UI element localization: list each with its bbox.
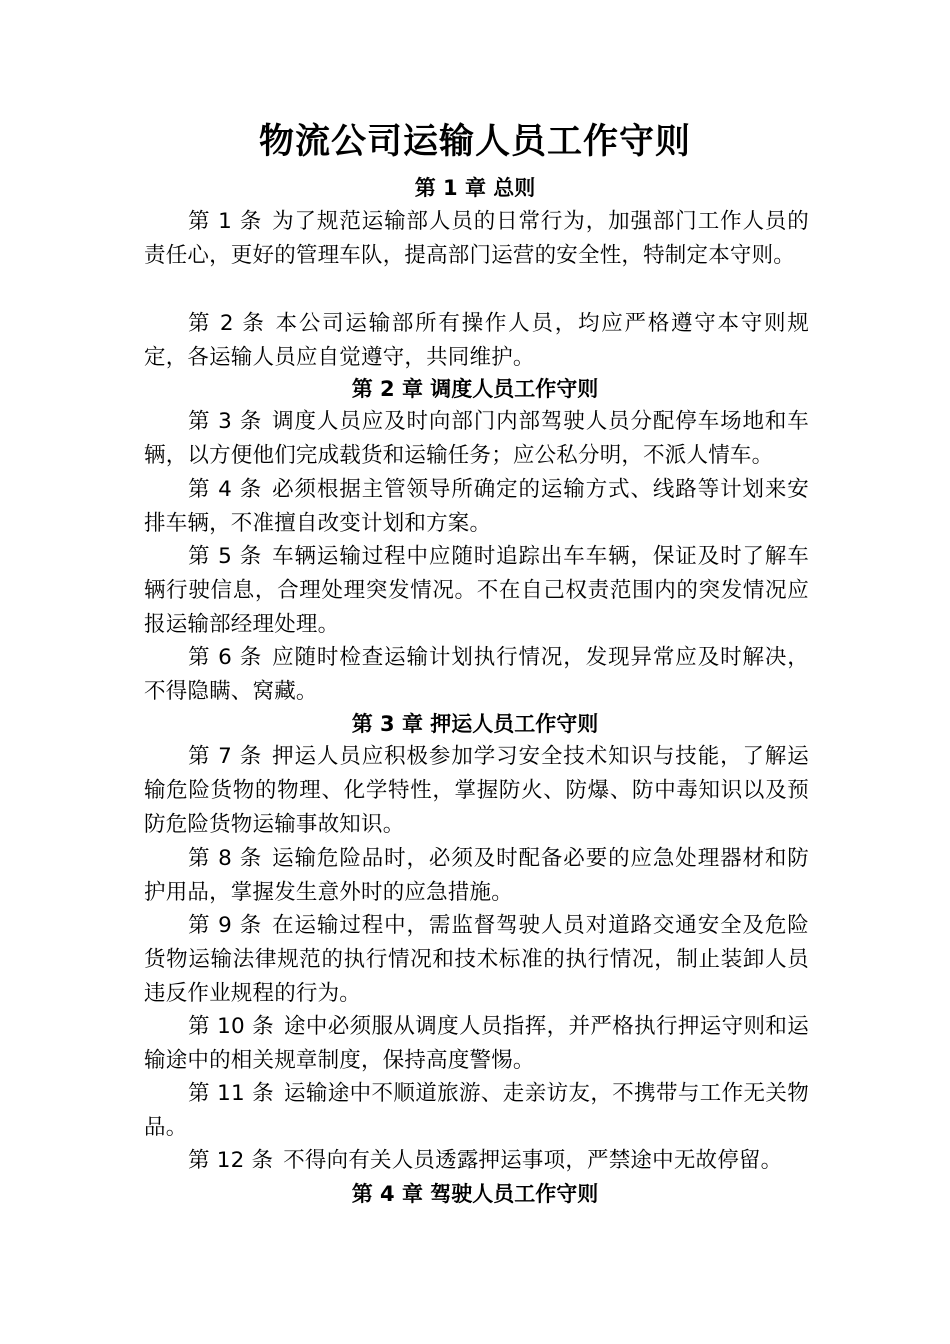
- document-title: 物流公司运输人员工作守则: [258, 122, 691, 162]
- article-1-label: 第 1 条: [188, 209, 263, 234]
- article-7-label: 第 7 条: [188, 744, 263, 769]
- chapter-4-heading: 第 4 章 驾驶人员工作守则: [351, 1182, 599, 1206]
- article-6-text: 应随时检查运输计划执行情况，发现异常应及时解决，不得隐瞒、窝藏。: [144, 645, 809, 704]
- article-10: [144, 1010, 809, 1078]
- article-11-label: 第 11 条: [188, 1081, 274, 1106]
- article-4: [144, 473, 809, 541]
- article-7: [144, 740, 809, 842]
- article-7-text: 押运人员应积极参加学习安全技术知识与技能，了解运输危险货物的物理、化学特性，掌握防火、防爆、防中毒知识以及预防危险货物运输事故知识。: [144, 744, 809, 837]
- article-1: [144, 205, 809, 273]
- chapter-2-heading: 第 2 章 调度人员工作守则: [351, 377, 599, 401]
- article-12: [144, 1144, 809, 1178]
- article-6: [144, 641, 809, 709]
- article-2-text: 本公司运输部所有操作人员，均应严格遵守本守则规定，各运输人员应自觉遵守，共同维护。: [144, 311, 809, 370]
- article-3-label: 第 3 条: [188, 409, 263, 434]
- article-9-text: 在运输过程中，需监督驾驶人员对道路交通安全及危险货物运输法律规范的执行情况和技术标准的执行情况，制止装卸人员违反作业规程的行为。: [144, 913, 809, 1006]
- article-4-text: 必须根据主管领导所确定的运输方式、线路等计划来安排车辆，不准擅自改变计划和方案。: [144, 477, 809, 536]
- article-2: [144, 307, 809, 375]
- article-5-text: 车辆运输过程中应随时追踪出车车辆，保证及时了解车辆行驶信息，合理处理突发情况。不在自己权责范围内的突发情况应报运输部经理处理。: [144, 544, 809, 637]
- article-8-label: 第 8 条: [188, 846, 263, 871]
- article-3-text: 调度人员应及时向部门内部驾驶人员分配停车场地和车辆，以方便他们完成载货和运输任务；应公私分明，不派人情车。: [144, 409, 809, 468]
- article-9: [144, 909, 809, 1011]
- article-8-text: 运输危险品时，必须及时配备必要的应急处理器材和防护用品，掌握发生意外时的应急措施。: [144, 846, 809, 905]
- article-11: [144, 1077, 809, 1145]
- article-10-text: 途中必须服从调度人员指挥，并严格执行押运守则和运输途中的相关规章制度，保持高度警惕。: [144, 1014, 809, 1073]
- article-5: [144, 540, 809, 642]
- article-12-label: 第 12 条: [188, 1148, 274, 1173]
- article-9-label: 第 9 条: [188, 913, 263, 938]
- chapter-3-heading: 第 3 章 押运人员工作守则: [351, 712, 599, 736]
- article-3: [144, 405, 809, 473]
- article-5-label: 第 5 条: [188, 544, 263, 569]
- chapter-1-heading: 第 1 章 总则: [414, 176, 536, 200]
- article-11-text: 运输途中不顺道旅游、走亲访友，不携带与工作无关物品。: [144, 1081, 809, 1140]
- article-1-text: 为了规范运输部人员的日常行为，加强部门工作人员的责任心，更好的管理车队，提高部门运营的安全性，特制定本守则。: [144, 209, 809, 268]
- article-4-label: 第 4 条: [188, 477, 263, 502]
- article-2-label: 第 2 条: [188, 311, 266, 336]
- article-12-text: 不得向有关人员透露押运事项，严禁途中无故停留。: [283, 1148, 783, 1173]
- article-8: [144, 842, 809, 910]
- article-6-label: 第 6 条: [188, 645, 263, 670]
- article-10-label: 第 10 条: [188, 1014, 274, 1039]
